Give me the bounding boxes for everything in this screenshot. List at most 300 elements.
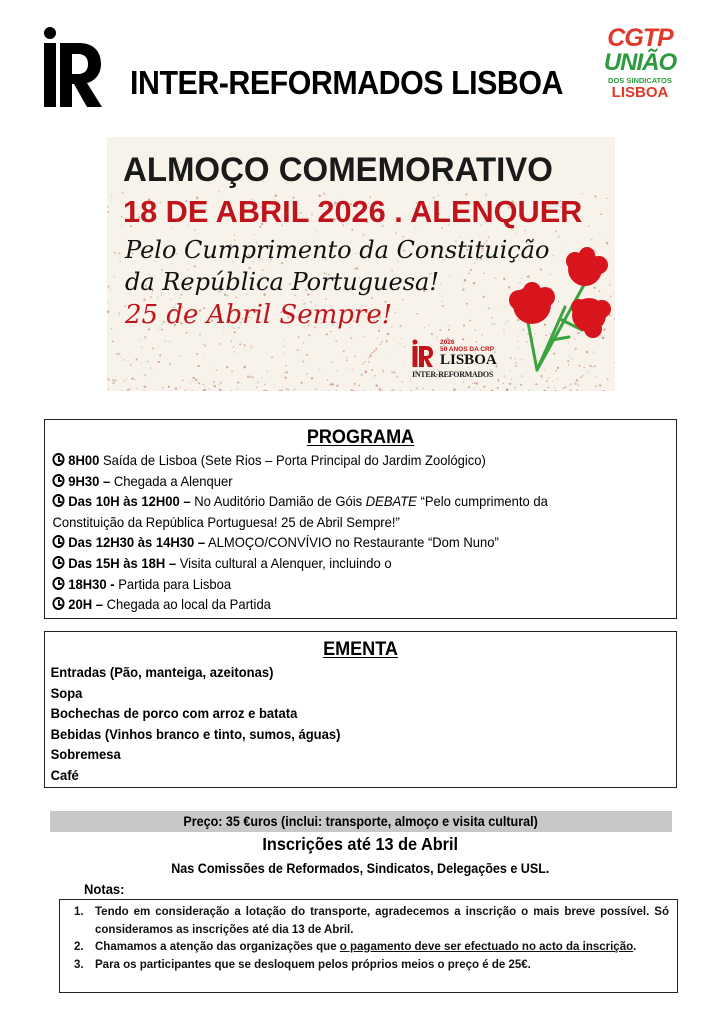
programa-item-debate: DEBATE <box>365 493 417 510</box>
speckle-dot <box>442 305 444 307</box>
note-text: Chamamos a atenção das organizações que o pagamento deve ser efectuado no acto da inscrição. <box>95 941 637 953</box>
speckle-dot <box>168 386 170 388</box>
event-banner <box>107 137 615 391</box>
speckle-dot <box>199 333 201 335</box>
speckle-dot <box>515 387 516 388</box>
clock-icon <box>52 577 64 590</box>
speckle-dot <box>188 388 189 389</box>
speckle-dot <box>239 343 241 345</box>
speckle-dot <box>231 371 233 373</box>
speckle-dot <box>464 279 467 282</box>
speckle-dot <box>230 340 232 342</box>
speckle-dot <box>164 340 166 342</box>
speckle-dot <box>251 345 252 346</box>
speckle-dot <box>491 390 494 391</box>
speckle-dot <box>529 390 531 391</box>
speckle-dot <box>144 386 146 388</box>
speckle-dot <box>294 388 296 390</box>
speckle-dot <box>119 260 121 262</box>
speckle-dot <box>203 384 205 386</box>
speckle-dot <box>432 389 434 391</box>
speckle-dot <box>354 390 356 391</box>
speckle-dot <box>553 381 554 382</box>
speckle-dot <box>596 377 597 378</box>
speckle-dot <box>594 195 596 197</box>
speckle-dot <box>112 382 114 384</box>
speckle-dot <box>468 272 470 274</box>
programa-item-time: 20H – <box>68 596 103 613</box>
speckle-dot <box>169 363 171 365</box>
speckle-dot <box>287 389 290 391</box>
speckle-dot <box>497 387 499 389</box>
programa-item-time: 18H30 - <box>68 575 115 592</box>
speckle-dot <box>603 390 605 391</box>
speckle-dot <box>495 277 497 279</box>
speckle-dot <box>226 366 228 368</box>
speckle-dot <box>306 354 308 356</box>
ir-50-anos-crp-badge <box>412 337 512 383</box>
speckle-dot <box>468 386 470 388</box>
speckle-dot <box>394 309 395 310</box>
speckle-dot <box>179 297 180 298</box>
speckle-dot <box>504 307 505 308</box>
note-number: 1. <box>74 906 84 918</box>
speckle-dot <box>336 385 338 387</box>
programa-title: PROGRAMA <box>306 427 415 448</box>
registration-deadline: Inscrições até 13 de Abril <box>262 834 458 854</box>
speckle-dot <box>119 315 120 316</box>
speckle-dot <box>189 382 190 383</box>
speckle-dot <box>600 213 602 215</box>
clock-icon <box>52 535 64 548</box>
speckle-dot <box>111 328 112 329</box>
speckle-dot <box>386 336 387 337</box>
speckle-dot <box>281 390 283 391</box>
speckle-dot <box>182 380 184 382</box>
speckle-dot <box>548 377 550 379</box>
speckle-dot <box>147 361 149 363</box>
speckle-dot <box>554 387 555 388</box>
speckle-dot <box>302 360 304 362</box>
speckle-dot <box>257 381 259 383</box>
banner-slogan-line-3: 25 de Abril Sempre! <box>125 300 393 330</box>
speckle-dot <box>208 388 209 389</box>
speckle-dot <box>249 376 251 378</box>
speckle-dot <box>364 361 365 362</box>
programa-item <box>45 471 632 492</box>
speckle-dot <box>107 211 109 213</box>
speckle-dot <box>453 388 456 391</box>
speckle-dot <box>423 388 424 389</box>
speckle-dot <box>576 389 578 391</box>
speckle-dot <box>326 333 328 335</box>
badge-city: LISBOA <box>440 352 497 368</box>
speckle-dot <box>116 353 117 354</box>
speckle-dot <box>129 364 131 366</box>
speckle-dot <box>157 297 158 298</box>
programa-item <box>45 574 632 595</box>
speckle-dot <box>463 324 465 326</box>
speckle-dot <box>264 383 266 385</box>
logo-text-dos-sindicatos: DOS SINDICATOS <box>608 76 672 85</box>
speckle-dot <box>469 320 471 322</box>
speckle-dot <box>108 389 109 390</box>
speckle-dot <box>198 382 200 384</box>
speckle-dot <box>150 367 152 369</box>
speckle-dot <box>107 302 108 303</box>
speckle-dot <box>482 334 484 336</box>
speckle-dot <box>143 390 144 391</box>
speckle-dot <box>152 347 154 349</box>
speckle-dot <box>483 386 485 388</box>
speckle-dot <box>473 282 475 284</box>
speckle-dot <box>494 323 495 324</box>
speckle-dot <box>179 387 180 388</box>
speckle-dot <box>108 286 110 288</box>
speckle-dot <box>431 333 433 335</box>
programa-item-time: Das 10H às 12H00 – <box>68 493 191 510</box>
badge-year: 2026 <box>440 339 455 346</box>
logo-text-cgtp: CGTP <box>607 24 673 52</box>
programa-item-text: Chegada ao local da Partida <box>106 596 271 613</box>
speckle-dot <box>588 225 590 227</box>
speckle-dot <box>564 386 566 388</box>
speckle-dot <box>378 330 380 332</box>
speckle-dot <box>223 333 224 334</box>
programa-item-text-after: “Pelo cumprimento da <box>416 493 548 510</box>
speckle-dot <box>299 351 300 352</box>
speckle-dot <box>111 194 112 195</box>
speckle-dot <box>284 353 285 354</box>
note-item <box>74 939 669 957</box>
speckle-dot <box>354 355 356 357</box>
speckle-dot <box>366 357 367 358</box>
programa-item-text: Partida para Lisboa <box>118 575 232 592</box>
speckle-dot <box>120 356 121 357</box>
speckle-dot <box>114 379 116 381</box>
speckle-dot <box>244 344 246 346</box>
speckle-dot <box>220 343 222 345</box>
speckle-dot <box>352 369 353 370</box>
speckle-dot <box>317 231 319 233</box>
speckle-dot <box>287 388 288 389</box>
speckle-dot <box>535 383 537 385</box>
menu-item: Sopa <box>50 684 83 701</box>
speckle-dot <box>202 390 204 391</box>
speckle-dot <box>580 376 582 378</box>
speckle-dot <box>606 198 607 199</box>
programa-item <box>45 450 632 471</box>
speckle-dot <box>544 390 547 391</box>
speckle-dot <box>327 379 328 380</box>
speckle-dot <box>330 331 332 333</box>
logo-text-lisboa: LISBOA <box>611 84 669 101</box>
speckle-dot <box>112 379 114 381</box>
speckle-dot <box>308 334 310 336</box>
speckle-dot <box>503 329 505 331</box>
speckle-dot <box>466 303 468 305</box>
speckle-dot <box>449 275 450 276</box>
carnations-icon <box>507 245 615 375</box>
speckle-dot <box>214 385 216 387</box>
speckle-dot <box>424 327 425 328</box>
speckle-dot <box>410 390 412 391</box>
programa-item <box>45 532 632 553</box>
speckle-dot <box>365 371 368 374</box>
speckle-dot <box>175 387 177 389</box>
speckle-dot <box>204 345 206 347</box>
speckle-dot <box>114 252 116 254</box>
speckle-dot <box>448 329 450 331</box>
speckle-dot <box>482 296 484 298</box>
speckle-dot <box>285 389 287 391</box>
programa-item <box>45 553 632 574</box>
speckle-dot <box>193 377 195 379</box>
speckle-dot <box>358 385 360 387</box>
page-title: INTER-REFORMADOS LISBOA <box>130 64 564 101</box>
price-text: Preço: 35 €uros (inclui: transporte, almoço e visita cultural) <box>183 814 539 829</box>
speckle-dot <box>382 389 384 391</box>
speckle-dot <box>470 269 472 271</box>
speckle-dot <box>301 382 303 384</box>
speckle-dot <box>233 346 235 348</box>
speckle-dot <box>516 233 517 234</box>
programa-item <box>45 594 632 615</box>
speckle-dot <box>218 191 220 193</box>
speckle-dot <box>211 362 212 363</box>
speckle-dot <box>179 356 180 357</box>
speckle-dot <box>337 370 338 371</box>
speckle-dot <box>191 390 193 391</box>
speckle-dot <box>134 379 136 381</box>
speckle-dot <box>386 340 388 342</box>
banner-slogan-line-2: da República Portuguesa! <box>125 268 439 296</box>
programa-item-time: 9H30 – <box>68 472 111 489</box>
speckle-dot <box>169 341 170 342</box>
speckle-dot <box>375 348 377 350</box>
speckle-dot <box>144 374 146 376</box>
speckle-dot <box>219 387 220 388</box>
note-underlined-text: o pagamento deve ser efectuado no acto da inscrição <box>339 941 634 953</box>
speckle-dot <box>607 378 609 380</box>
speckle-dot <box>110 289 111 290</box>
speckle-dot <box>462 283 463 284</box>
speckle-dot <box>404 346 405 347</box>
speckle-dot <box>575 381 576 382</box>
speckle-dot <box>569 384 571 386</box>
speckle-dot <box>136 388 138 390</box>
speckle-dot <box>387 333 389 335</box>
speckle-dot <box>377 337 378 338</box>
speckle-dot <box>440 283 441 284</box>
speckle-dot <box>109 197 110 198</box>
speckle-dot <box>396 376 398 378</box>
speckle-dot <box>472 383 473 384</box>
speckle-dot <box>127 389 129 391</box>
speckle-dot <box>298 336 300 338</box>
speckle-dot <box>577 384 579 386</box>
speckle-dot <box>380 343 382 345</box>
speckle-dot <box>267 371 268 372</box>
speckle-dot <box>575 383 577 385</box>
speckle-dot <box>416 387 418 389</box>
menu-item: Sobremesa <box>50 746 121 763</box>
speckle-dot <box>475 329 476 330</box>
speckle-dot <box>150 296 152 298</box>
speckle-dot <box>591 239 593 241</box>
badge-org: INTER-REFORMADOS <box>412 370 493 379</box>
speckle-dot <box>382 371 384 373</box>
speckle-dot <box>555 390 557 391</box>
speckle-dot <box>204 389 206 391</box>
speckle-dot <box>237 382 239 384</box>
programa-item-text: ALMOÇO/CONVÍVIO no Restaurante “Dom Nuno” <box>207 534 499 551</box>
speckle-dot <box>399 343 401 345</box>
speckle-dot <box>547 387 549 389</box>
clock-icon <box>52 556 64 569</box>
speckle-dot <box>186 332 188 334</box>
speckle-dot <box>158 361 160 363</box>
banner-slogan-line-1: Pelo Cumprimento da Constituição <box>125 236 550 264</box>
speckle-dot <box>382 341 383 342</box>
speckle-dot <box>569 389 571 391</box>
speckle-dot <box>286 371 288 373</box>
speckle-dot <box>284 376 287 379</box>
speckle-dot <box>540 375 542 377</box>
speckle-dot <box>346 357 347 358</box>
speckle-dot <box>409 372 410 373</box>
note-text: Tendo em consideração a lotação do transporte, agradecemos a inscrição o mais breve possível. Só consideramos as inscrições até dia 13 de Abril. <box>95 906 669 936</box>
speckle-dot <box>599 233 600 234</box>
logo-text-uniao: UNIÃO <box>603 49 677 76</box>
speckle-dot <box>315 388 317 390</box>
note-text: Para os participantes que se desloquem pelos próprios meios o preço é de 25€. <box>95 958 531 971</box>
speckle-dot <box>263 390 265 391</box>
speckle-dot <box>399 390 401 391</box>
speckle-dot <box>371 352 373 354</box>
speckle-dot <box>331 361 333 363</box>
speckle-dot <box>250 346 252 348</box>
speckle-dot <box>373 350 375 352</box>
registration-places: Nas Comissões de Reformados, Sindicatos, Delegações e USL. <box>170 861 550 876</box>
notes-label: Notas: <box>84 881 125 897</box>
programa-item-text: Visita cultural a Alenquer, incluindo o <box>179 554 392 571</box>
speckle-dot <box>216 370 217 371</box>
speckle-dot <box>231 390 232 391</box>
speckle-dot <box>282 385 283 386</box>
speckle-dot <box>271 356 273 358</box>
speckle-dot <box>599 384 601 386</box>
speckle-dot <box>202 344 203 345</box>
speckle-dot <box>503 278 505 280</box>
speckle-dot <box>439 329 441 331</box>
speckle-dot <box>122 236 123 237</box>
speckle-dot <box>196 353 198 355</box>
speckle-dot <box>370 356 372 358</box>
speckle-dot <box>371 297 373 299</box>
programa-box <box>44 419 677 619</box>
speckle-dot <box>157 368 158 369</box>
inter-reformados-logo <box>43 26 103 108</box>
clock-icon <box>52 597 64 610</box>
note-item <box>74 957 669 975</box>
speckle-dot <box>112 340 114 342</box>
speckle-dot <box>284 372 285 373</box>
speckle-dot <box>395 312 396 313</box>
speckle-dot <box>520 384 522 386</box>
speckle-dot <box>107 206 109 208</box>
speckle-dot <box>331 383 334 386</box>
speckle-dot <box>557 378 558 379</box>
speckle-dot <box>273 384 274 385</box>
clock-icon <box>52 474 64 487</box>
speckle-dot <box>562 387 564 389</box>
speckle-dot <box>123 380 125 382</box>
speckle-dot <box>391 390 393 391</box>
speckle-dot <box>297 349 299 351</box>
programa-item <box>45 491 632 512</box>
speckle-dot <box>488 307 490 309</box>
programa-item-text: Chegada a Alenquer <box>113 472 233 489</box>
speckle-dot <box>362 390 363 391</box>
banner-title: ALMOÇO COMEMORATIVO <box>123 151 553 189</box>
speckle-dot <box>220 382 222 384</box>
speckle-dot <box>330 384 332 386</box>
price-bar <box>50 811 672 832</box>
menu-item: Café <box>50 766 79 783</box>
note-number: 2. <box>74 941 84 953</box>
speckle-dot <box>129 388 131 390</box>
speckle-dot <box>416 313 418 315</box>
note-number: 3. <box>74 958 84 971</box>
speckle-dot <box>282 386 283 387</box>
speckle-dot <box>251 376 253 378</box>
speckle-dot <box>191 381 192 382</box>
speckle-dot <box>261 377 262 378</box>
speckle-dot <box>125 379 126 380</box>
speckle-dot <box>235 296 237 298</box>
speckle-dot <box>480 389 481 390</box>
speckle-dot <box>247 376 250 379</box>
speckle-dot <box>346 360 347 361</box>
ementa-box <box>44 631 677 788</box>
speckle-dot <box>121 390 123 391</box>
speckle-dot <box>285 365 287 367</box>
speckle-dot <box>141 339 142 340</box>
speckle-dot <box>159 354 161 356</box>
speckle-dot <box>319 369 320 370</box>
ir-small-logo <box>412 339 434 367</box>
speckle-dot <box>118 312 120 314</box>
programa-item-time: Das 15H às 18H – <box>68 554 177 571</box>
speckle-dot <box>399 325 402 328</box>
speckle-dot <box>354 383 356 385</box>
speckle-dot <box>283 340 284 341</box>
speckle-dot <box>428 325 429 326</box>
speckle-dot <box>306 373 308 375</box>
speckle-dot <box>144 336 147 339</box>
speckle-dot <box>404 365 405 366</box>
badge-subtitle: 50 ANOS DA CRP <box>440 346 495 353</box>
programa-item-text: Saída de Lisboa (Sete Rios – Porta Principal do Jardim Zoológico) <box>102 452 486 468</box>
speckle-dot <box>283 346 285 348</box>
speckle-dot <box>162 387 163 388</box>
speckle-dot <box>375 384 378 387</box>
speckle-dot <box>351 389 353 391</box>
speckle-dot <box>237 388 239 390</box>
note-item <box>74 904 669 939</box>
speckle-dot <box>401 338 402 339</box>
